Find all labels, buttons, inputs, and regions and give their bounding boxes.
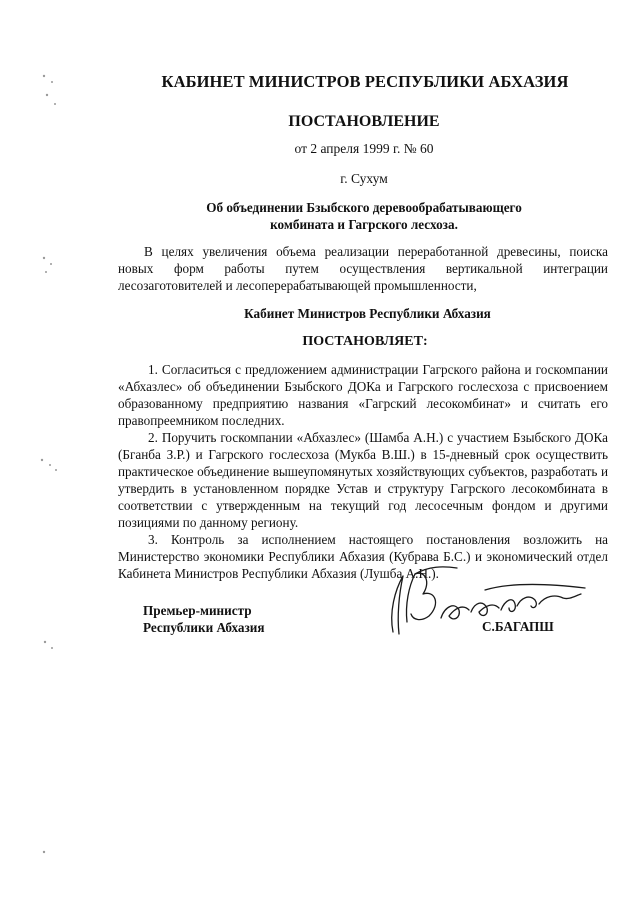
date-and-number: от 2 апреля 1999 г. № 60 xyxy=(294,141,434,156)
signatory-position xyxy=(143,602,265,636)
signatory-name: С.БАГАПШ xyxy=(482,619,554,634)
resolution-item-1: 1. Согласиться с предложением администрации Гагрского района и госкомпании «Абхазлес» об объединении Бзыбского ДОКа и Гагрского гослесхоза с присвоением образованному предприятию названия «Гагрский лесокомбинат» и считать его правопреемником последних. xyxy=(118,362,608,428)
resolution-items xyxy=(118,361,608,582)
preamble-paragraph: В целях увеличения объема реализации переработанной древесины, поиска новых форм работы путем осуществления вертикальной интеграции лесозаготовителей и лесоперерабатывающей промышленности, xyxy=(118,244,608,293)
resolution-item-3: 3. Контроль за исполнением настоящего постановления возложить на Министерство экономики Республики Абхазия (Кубрава Б.С.) и экономический отдел Кабинета Министров Республики Абхазия (Лушба А.Н.). xyxy=(118,532,608,581)
subject-line-2: комбината и Гагрского лесхоза. xyxy=(270,217,458,232)
resolution-item-2: 2. Поручить госкомпании «Абхазлес» (Шамба А.Н.) с участием Бзыбского ДОКа (Бганба З.Р.) и Гагрского гослесхоза (Мукба В.Ш.) в 15-дневный срок осуществить практическое объединение вышеупомянутых хозяйствующих субъектов, разработать и утвердить в установленном порядке Устав и структуру Гагрского лесокомбината в соответствии с утвержденным на текущий год лесосечным фондом и другими позициями по данному региону. xyxy=(118,430,608,530)
subject xyxy=(0,199,640,233)
issuer-line: Кабинет Министров Республики Абхазия xyxy=(244,306,491,321)
document-type: ПОСТАНОВЛЕНИЕ xyxy=(288,113,440,130)
signatory-position-line-1: Премьер-министр xyxy=(143,603,252,618)
subject-line-1: Об объединении Бзыбского деревообрабатывающего xyxy=(206,200,522,215)
city: г. Сухум xyxy=(340,171,388,186)
issuing-authority: КАБИНЕТ МИНИСТРОВ РЕСПУБЛИКИ АБХАЗИЯ xyxy=(161,72,569,91)
scan-artifacts xyxy=(0,0,80,905)
resolves-heading: ПОСТАНОВЛЯЕТ: xyxy=(302,334,428,349)
signatory-position-line-2: Республики Абхазия xyxy=(143,620,265,635)
